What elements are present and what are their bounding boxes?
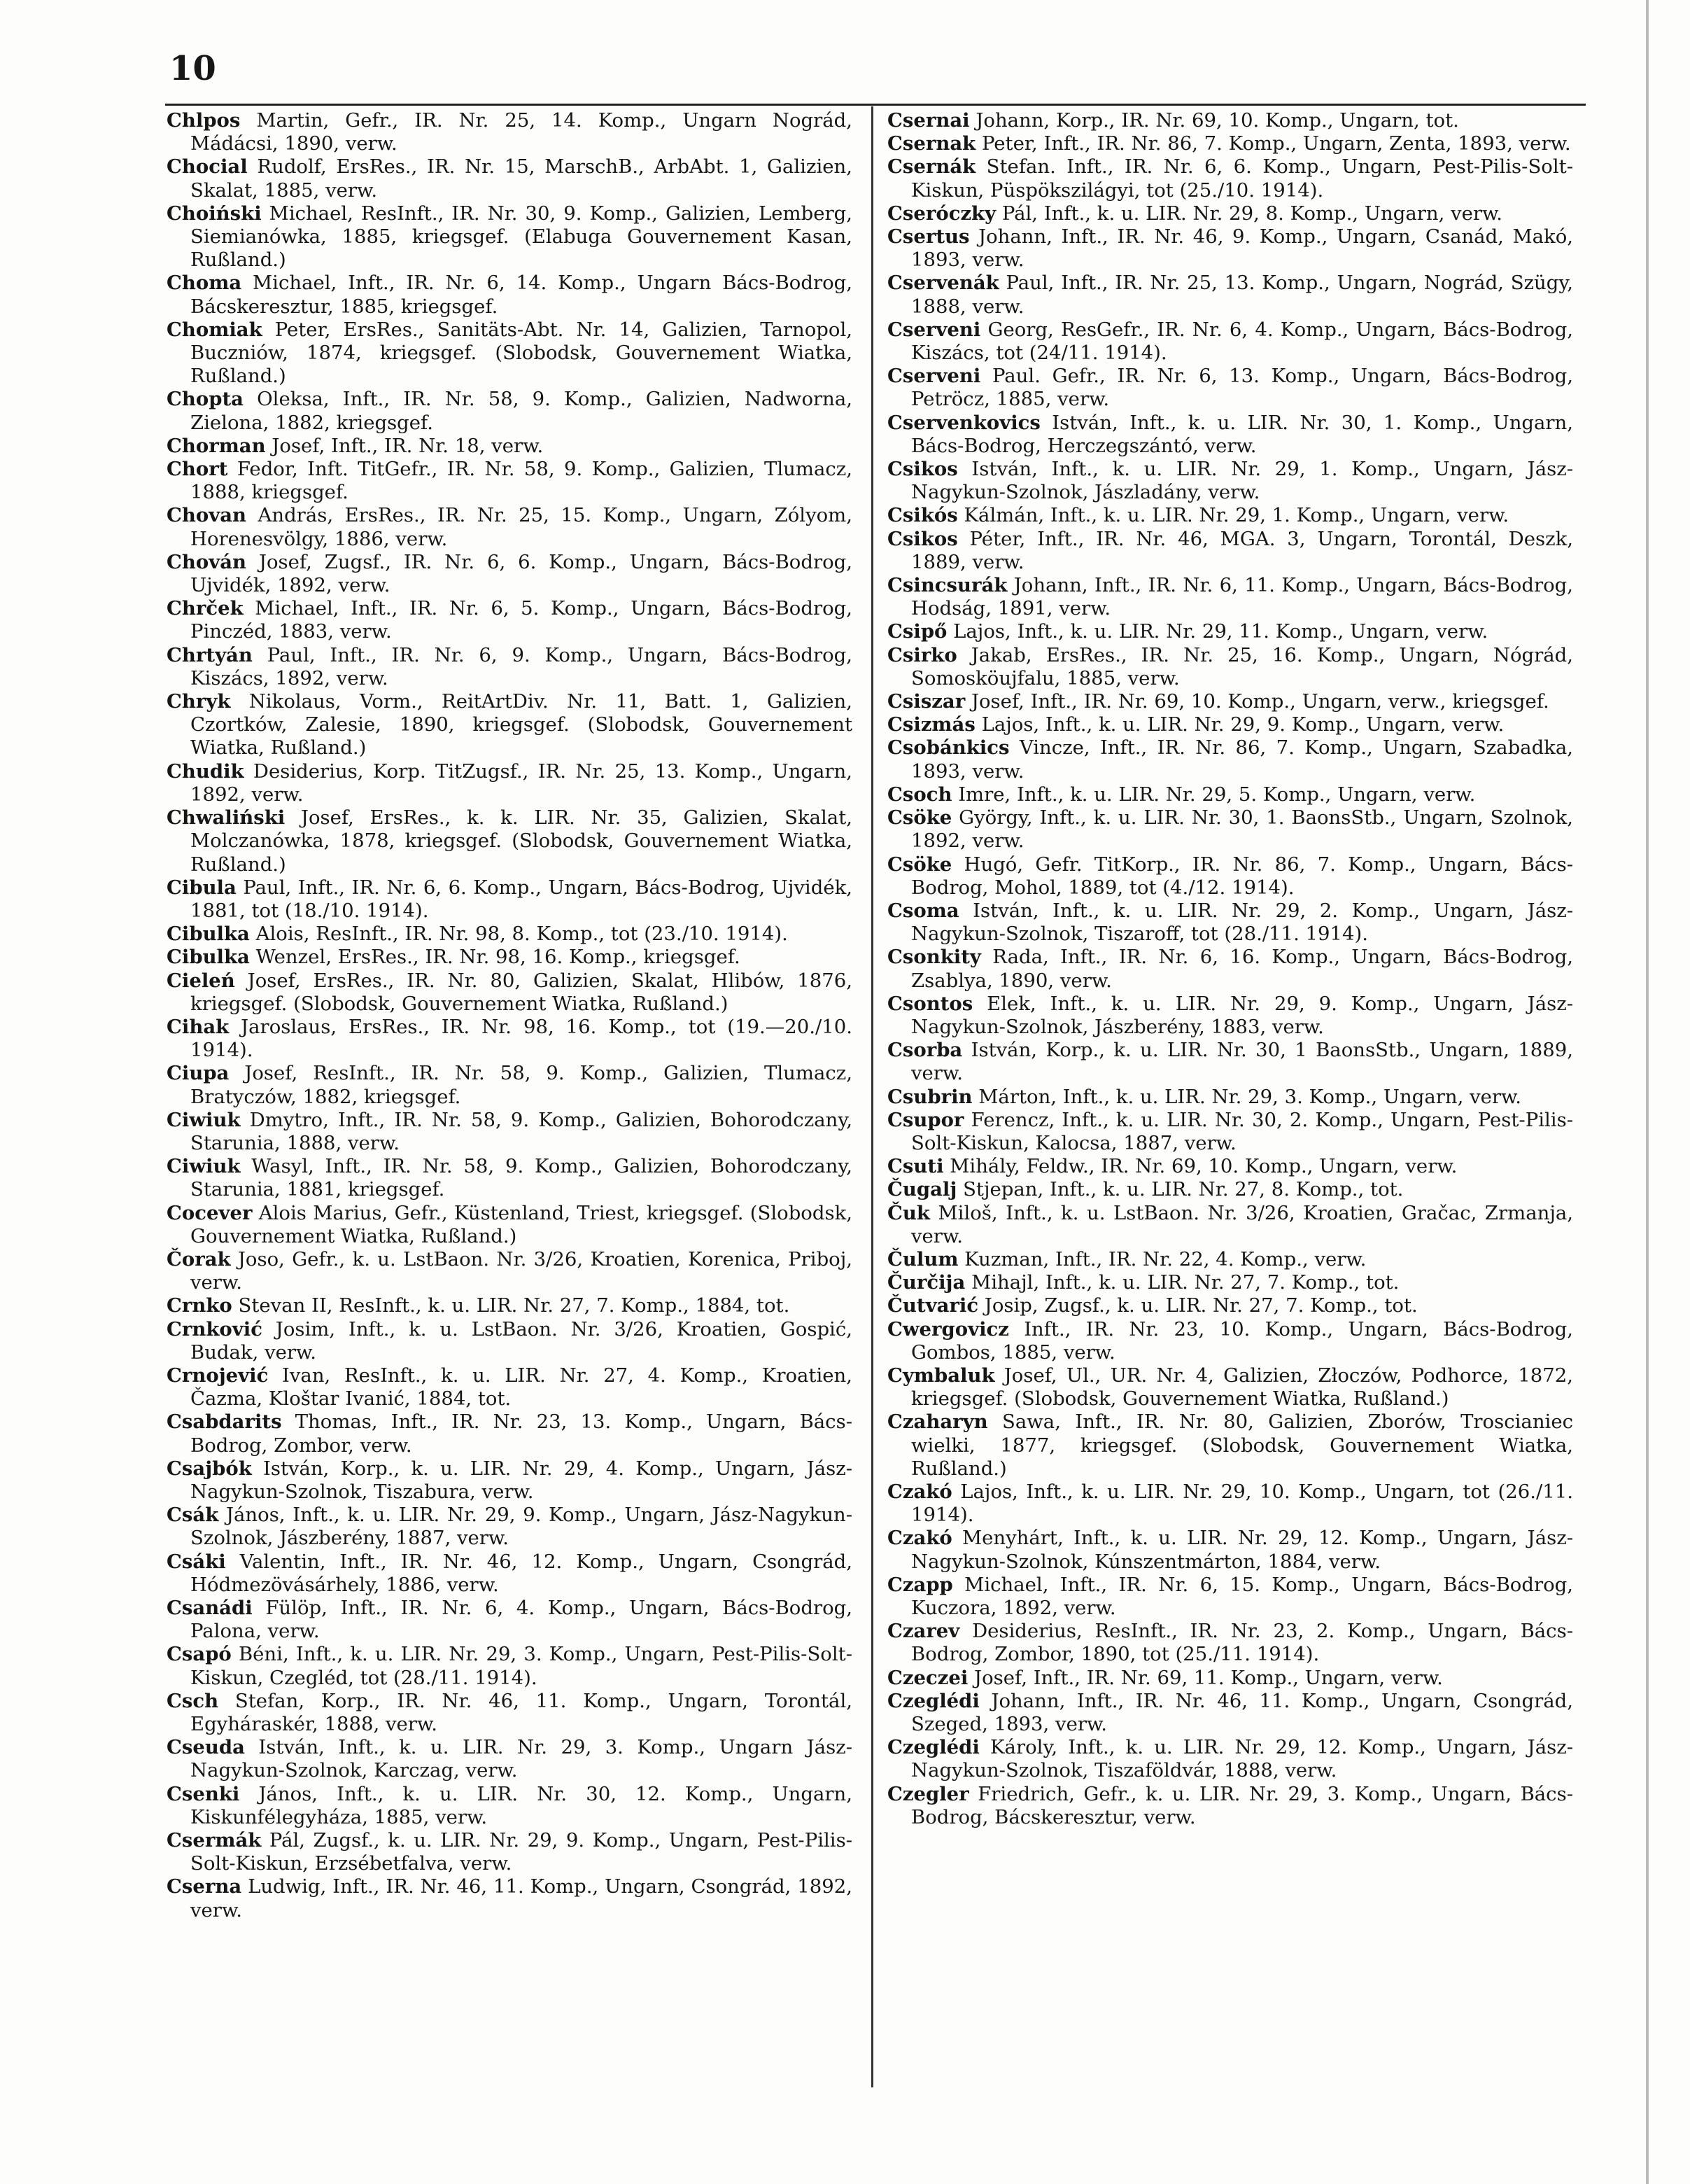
entry-details: Oleksa, Inft., IR. Nr. 58, 9. Komp., Galizien, Nadworna, Zielona, 1882, kriegsgef. [190, 388, 852, 434]
entry-details: Stefan, Korp., IR. Nr. 46, 11. Komp., Ungarn, Torontál, Egyháraskér, 1888, verw. [190, 1689, 852, 1736]
entry-details: Michael, ResInft., IR. Nr. 30, 9. Komp., Galizien, Lemberg, Siemianówka, 1885, kriegsgef. (Elabuga Gouvernement Kasan, Rußland.) [190, 202, 852, 272]
entry-surname: Čugalj [887, 1178, 957, 1201]
list-entry [167, 1504, 852, 1550]
entry-details: Peter, Inft., IR. Nr. 86, 7. Komp., Ungarn, Zenta, 1893, verw. [976, 132, 1571, 155]
entry-details: Josef, Ul., UR. Nr. 4, Galizien, Złoczów, Podhorce, 1872, kriegsgef. (Slobodsk, Gouvernement Wiatka, Rußland.) [911, 1364, 1573, 1410]
entry-surname: Czeglédi [887, 1736, 980, 1759]
list-entry [167, 1202, 852, 1248]
entry-details: János, Inft., k. u. LIR. Nr. 30, 12. Komp., Ungarn, Kiskunfélegyháza, 1885, verw. [190, 1782, 852, 1828]
list-entry [887, 690, 1573, 713]
list-entry [887, 318, 1573, 365]
entry-surname: Cibula [167, 876, 237, 899]
entry-surname: Czapp [887, 1573, 953, 1596]
list-entry [887, 202, 1573, 225]
entry-surname: Csupor [887, 1108, 964, 1131]
entry-surname: Csöke [887, 853, 952, 876]
left-column [167, 109, 852, 1922]
entry-surname: Csabdarits [167, 1410, 282, 1434]
entry-surname: Chort [167, 458, 228, 481]
entry-surname: Csipő [887, 620, 948, 643]
list-entry [887, 365, 1573, 411]
entry-details: Vincze, Inft., IR. Nr. 86, 7. Komp., Ungarn, Szabadka, 1893, verw. [911, 736, 1573, 783]
entry-surname: Csuti [887, 1155, 944, 1178]
entry-details: Josef, Inft., IR. Nr. 18, verw. [265, 434, 544, 457]
list-entry [167, 155, 852, 202]
entry-details: Stjepan, Inft., k. u. LIR. Nr. 27, 8. Komp., tot. [957, 1178, 1404, 1201]
entry-details: Thomas, Inft., IR. Nr. 23, 13. Komp., Ungarn, Bács-Bodrog, Zombor, verw. [190, 1410, 852, 1457]
column-divider [871, 106, 873, 2087]
list-entry [167, 806, 852, 876]
entry-surname: Cwergovicz [887, 1317, 1009, 1340]
list-entry [167, 1597, 852, 1643]
list-entry [167, 923, 852, 946]
list-entry [887, 806, 1573, 853]
entry-surname: Ciwiuk [167, 1155, 241, 1178]
entry-surname: Čutvarić [887, 1294, 979, 1317]
list-entry [167, 597, 852, 643]
list-entry [167, 1155, 852, 1201]
entry-details: Inft., IR. Nr. 23, 10. Komp., Ungarn, Bács-Bodrog, Gombos, 1885, verw. [911, 1317, 1573, 1364]
entry-surname: Csernai [887, 109, 970, 132]
list-entry [167, 318, 852, 388]
entry-details: Lajos, Inft., k. u. LIR. Nr. 29, 11. Komp., Ungarn, verw. [947, 620, 1488, 643]
entry-surname: Cseuda [167, 1736, 245, 1759]
list-entry [167, 551, 852, 597]
entry-details: Josef, ResInft., IR. Nr. 58, 9. Komp., Galizien, Tlumacz, Bratyczów, 1882, kriegsgef. [190, 1062, 852, 1108]
list-entry [887, 458, 1573, 504]
list-entry [887, 109, 1573, 132]
entry-details: Rudolf, ErsRes., IR. Nr. 15, MarschB., ArbAbt. 1, Galizien, Skalat, 1885, verw. [190, 155, 852, 202]
entry-details: István, Inft., k. u. LIR. Nr. 29, 2. Komp., Ungarn, Jász-Nagykun-Szolnok, Tiszaroff, tot (28./11. 1914). [911, 899, 1573, 946]
entry-surname: Chovan [167, 504, 247, 527]
list-entry [167, 1109, 852, 1155]
entry-surname: Choma [167, 272, 242, 295]
list-entry [887, 620, 1573, 643]
entry-details: Johann, Korp., IR. Nr. 69, 10. Komp., Ungarn, tot. [969, 109, 1459, 132]
list-entry [167, 690, 852, 760]
list-entry [887, 504, 1573, 527]
list-entry [167, 1294, 852, 1317]
list-entry [167, 1829, 852, 1875]
entry-details: Josip, Zugsf., k. u. LIR. Nr. 27, 7. Komp., tot. [978, 1294, 1418, 1317]
list-entry [887, 1155, 1573, 1178]
list-entry [167, 876, 852, 923]
entry-details: István, Inft., k. u. LIR. Nr. 30, 1. Komp., Ungarn, Bács-Bodrog, Herczegszántó, verw. [911, 411, 1573, 457]
entry-surname: Čuk [887, 1201, 930, 1224]
entry-surname: Cocever [167, 1201, 253, 1224]
list-entry [887, 1480, 1573, 1527]
entry-surname: Crnojević [167, 1364, 269, 1387]
entry-details: Nikolaus, Vorm., ReitArtDiv. Nr. 11, Batt. 1, Galizien, Czortków, Zalesie, 1890, kriegsgef. (Slobodsk, Gouvernement Wiatka, Rußland.) [190, 690, 852, 760]
entry-details: Joso, Gefr., k. u. LstBaon. Nr. 3/26, Kroatien, Korenica, Priboj, verw. [190, 1247, 852, 1294]
list-entry [887, 1667, 1573, 1690]
list-entry [167, 1690, 852, 1736]
entry-surname: Cservenkovics [887, 411, 1041, 434]
entry-surname: Csanádi [167, 1597, 253, 1619]
entry-details: Johann, Inft., IR. Nr. 6, 11. Komp., Ungarn, Bács-Bodrog, Hodság, 1891, verw. [911, 574, 1573, 620]
entry-details: Valentin, Inft., IR. Nr. 46, 12. Komp., Ungarn, Csongrád, Hódmezövásárhely, 1886, verw. [190, 1550, 852, 1596]
list-entry [167, 272, 852, 318]
entry-details: Kuzman, Inft., IR. Nr. 22, 4. Komp., verw. [958, 1247, 1367, 1270]
list-entry [887, 1294, 1573, 1317]
list-entry [167, 644, 852, 690]
list-entry [887, 1318, 1573, 1364]
entry-surname: Cibulka [167, 946, 250, 969]
entry-details: István, Inft., k. u. LIR. Nr. 29, 3. Komp., Ungarn Jász-Nagykun-Szolnok, Karczag, verw. [190, 1736, 852, 1782]
list-entry [167, 1062, 852, 1108]
entry-surname: Csikós [887, 504, 958, 527]
entry-details: István, Korp., k. u. LIR. Nr. 30, 1 BaonsStb., Ungarn, 1889, verw. [911, 1039, 1573, 1085]
scan-edge [1646, 0, 1649, 2184]
list-entry [887, 1783, 1573, 1829]
list-entry [887, 1248, 1573, 1271]
entry-surname: Csernák [887, 155, 976, 178]
entry-surname: Chomiak [167, 318, 262, 341]
entry-surname: Cserna [167, 1875, 242, 1898]
entry-details: Michael, Inft., IR. Nr. 6, 15. Komp., Ungarn, Bács-Bodrog, Kuczora, 1892, verw. [911, 1573, 1573, 1619]
entry-surname: Csoch [887, 783, 952, 806]
entry-details: Lajos, Inft., k. u. LIR. Nr. 29, 10. Komp., Ungarn, tot (26./11. 1914). [911, 1480, 1573, 1527]
entry-details: György, Inft., k. u. LIR. Nr. 30, 1. BaonsStb., Ungarn, Szolnok, 1892, verw. [911, 806, 1573, 853]
list-entry [887, 993, 1573, 1039]
entry-surname: Cserveni [887, 318, 981, 341]
entry-surname: Čurčija [887, 1271, 966, 1294]
entry-surname: Czeglédi [887, 1689, 980, 1712]
list-entry [167, 1016, 852, 1062]
entry-surname: Csák [167, 1504, 219, 1527]
entry-details: Johann, Inft., IR. Nr. 46, 9. Komp., Ungarn, Csanád, Makó, 1893, verw. [911, 225, 1573, 272]
entry-details: Pál, Inft., k. u. LIR. Nr. 29, 8. Komp., Ungarn, verw. [996, 202, 1503, 225]
entry-details: Stefan. Inft., IR. Nr. 6, 6. Komp., Ungarn, Pest-Pilis-Solt-Kiskun, Püspökszilágyi, tot (25./10. 1914). [911, 155, 1573, 202]
list-entry [887, 736, 1573, 783]
list-entry [167, 1318, 852, 1364]
entry-details: Jakab, ErsRes., IR. Nr. 25, 16. Komp., Ungarn, Nógrád, Somosköujfalu, 1885, verw. [911, 643, 1573, 690]
entry-surname: Chryk [167, 690, 231, 713]
entry-details: Wasyl, Inft., IR. Nr. 58, 9. Komp., Galizien, Bohorodczany, Starunia, 1881, kriegsgef. [190, 1155, 852, 1201]
entry-details: Kálmán, Inft., k. u. LIR. Nr. 29, 1. Komp., Ungarn, verw. [957, 504, 1509, 527]
entry-surname: Czeczei [887, 1666, 969, 1689]
entry-details: Johann, Inft., IR. Nr. 46, 11. Komp., Ungarn, Csongrád, Szeged, 1893, verw. [911, 1689, 1573, 1736]
entry-surname: Csáki [167, 1550, 226, 1573]
list-entry [167, 388, 852, 434]
entry-details: István, Inft., k. u. LIR. Nr. 29, 1. Komp., Ungarn, Jász-Nagykun-Szolnok, Jászladány, verw. [911, 458, 1573, 504]
entry-surname: Csajbók [167, 1457, 252, 1480]
entry-surname: Csubrin [887, 1085, 973, 1108]
entry-surname: Csikos [887, 527, 958, 550]
entry-details: Fülöp, Inft., IR. Nr. 6, 4. Komp., Ungarn, Bács-Bodrog, Palona, verw. [190, 1597, 852, 1643]
entry-surname: Csernak [887, 132, 976, 155]
page-number: 10 [169, 49, 216, 88]
entry-surname: Chwaliński [167, 806, 286, 830]
entry-surname: Csizmás [887, 713, 976, 736]
entry-surname: Csincsurák [887, 574, 1008, 597]
list-entry [887, 1178, 1573, 1201]
entry-surname: Csoma [887, 899, 959, 922]
list-entry [887, 1736, 1573, 1782]
entry-details: Mihály, Feldw., IR. Nr. 69, 10. Komp., Ungarn, verw. [943, 1155, 1458, 1178]
entry-details: Desiderius, Korp. TitZugsf., IR. Nr. 25, 13. Komp., Ungarn, 1892, verw. [190, 760, 852, 806]
list-entry [167, 1364, 852, 1410]
entry-details: Sawa, Inft., IR. Nr. 80, Galizien, Zborów, Troscianiec wielki, 1877, kriegsgef. (Slobodsk, Gouvernement Wiatka, Rußland.) [911, 1410, 1573, 1480]
entry-surname: Cieleń [167, 969, 235, 992]
entry-details: Dmytro, Inft., IR. Nr. 58, 9. Komp., Galizien, Bohorodczany, Starunia, 1888, verw. [190, 1108, 852, 1154]
entry-surname: Csiszar [887, 690, 966, 713]
list-entry [167, 1875, 852, 1921]
list-entry [167, 1643, 852, 1689]
list-entry [887, 1039, 1573, 1085]
entry-surname: Cservenák [887, 272, 999, 295]
list-entry [887, 783, 1573, 806]
list-entry [167, 458, 852, 504]
entry-surname: Csöke [887, 806, 952, 830]
list-entry [167, 946, 852, 969]
list-entry [887, 574, 1573, 620]
entry-surname: Czaharyn [887, 1410, 988, 1434]
entry-details: András, ErsRes., IR. Nr. 25, 15. Komp., Ungarn, Zólyom, Horenesvölgy, 1886, verw. [190, 504, 852, 550]
entry-surname: Csertus [887, 225, 970, 248]
entry-surname: Czarev [887, 1620, 960, 1643]
entry-details: Alois, ResInft., IR. Nr. 98, 8. Komp., tot (23./10. 1914). [249, 923, 788, 946]
entry-surname: Csermák [167, 1829, 262, 1852]
entry-details: Georg, ResGefr., IR. Nr. 6, 4. Komp., Ungarn, Bács-Bodrog, Kiszács, tot (24/11. 1914). [911, 318, 1573, 365]
entry-surname: Csobánkics [887, 736, 1010, 760]
entry-details: Josef, ErsRes., IR. Nr. 80, Galizien, Skalat, Hlibów, 1876, kriegsgef. (Slobodsk, Gouvernement Wiatka, Rußland.) [190, 969, 852, 1015]
entry-details: Rada, Inft., IR. Nr. 6, 16. Komp., Ungarn, Bács-Bodrog, Zsablya, 1890, verw. [911, 946, 1573, 992]
entry-details: István, Korp., k. u. LIR. Nr. 29, 4. Komp., Ungarn, Jász-Nagykun-Szolnok, Tiszabura, verw. [190, 1457, 852, 1503]
entry-details: Lajos, Inft., k. u. LIR. Nr. 29, 9. Komp., Ungarn, verw. [975, 713, 1505, 736]
entry-surname: Csikos [887, 458, 958, 481]
entry-details: Jaroslaus, ErsRes., IR. Nr. 98, 16. Komp., tot (19.—20./10. 1914). [190, 1015, 852, 1062]
list-entry [887, 899, 1573, 946]
entry-details: Miloš, Inft., k. u. LstBaon. Nr. 3/26, Kroatien, Gračac, Zrmanja, verw. [911, 1201, 1573, 1247]
list-entry [167, 1783, 852, 1829]
entry-details: Alois Marius, Gefr., Küstenland, Triest, kriegsgef. (Slobodsk, Gouvernement Wiatka, Rußland.) [190, 1201, 852, 1247]
entry-surname: Cseróczky [887, 202, 997, 225]
entry-details: Ludwig, Inft., IR. Nr. 46, 11. Komp., Ungarn, Csongrád, 1892, verw. [190, 1875, 852, 1921]
entry-surname: Czakó [887, 1527, 952, 1550]
entry-details: Josef, ErsRes., k. k. LIR. Nr. 35, Galizien, Skalat, Molczanówka, 1878, kriegsgef. (Slobodsk, Gouvernement Wiatka, Rußland.) [190, 806, 852, 876]
entry-surname: Cihak [167, 1015, 230, 1038]
entry-details: Ferencz, Inft., k. u. LIR. Nr. 30, 2. Komp., Ungarn, Pest-Pilis-Solt-Kiskun, Kalocsa, 1887, verw. [911, 1108, 1573, 1154]
entry-details: Pál, Zugsf., k. u. LIR. Nr. 29, 9. Komp., Ungarn, Pest-Pilis-Solt-Kiskun, Erzsébetfalva, verw. [190, 1829, 852, 1875]
list-entry [887, 132, 1573, 155]
entry-surname: Chopta [167, 388, 244, 411]
entry-surname: Crnković [167, 1317, 262, 1340]
entry-details: Imre, Inft., k. u. LIR. Nr. 29, 5. Komp., Ungarn, verw. [952, 783, 1476, 806]
list-entry [887, 946, 1573, 992]
entry-surname: Csirko [887, 643, 957, 666]
entry-surname: Csonkity [887, 946, 981, 969]
entry-details: Menyhárt, Inft., k. u. LIR. Nr. 29, 12. Komp., Ungarn, Jász-Nagykun-Szolnok, Kúnszentmárton, 1884, verw. [911, 1527, 1573, 1573]
entry-surname: Chlpos [167, 109, 241, 132]
entry-details: Márton, Inft., k. u. LIR. Nr. 29, 3. Komp., Ungarn, verw. [972, 1085, 1522, 1108]
list-entry [167, 1410, 852, 1457]
list-entry [887, 155, 1573, 202]
entry-details: Paul, Inft., IR. Nr. 25, 13. Komp., Ungarn, Nográd, Szügy, 1888, verw. [911, 272, 1573, 318]
list-entry [887, 1574, 1573, 1620]
entry-details: Martin, Gefr., IR. Nr. 25, 14. Komp., Ungarn Nográd, Mádácsi, 1890, verw. [190, 109, 852, 155]
entry-surname: Chudik [167, 760, 244, 783]
entry-surname: Czakó [887, 1480, 952, 1503]
list-entry [887, 713, 1573, 736]
list-entry [887, 1620, 1573, 1666]
list-entry [167, 1248, 852, 1294]
entry-details: Hugó, Gefr. TitKorp., IR. Nr. 86, 7. Komp., Ungarn, Bács-Bodrog, Mohol, 1889, tot (4./12. 1914). [911, 853, 1573, 899]
entry-details: Béni, Inft., k. u. LIR. Nr. 29, 3. Komp., Ungarn, Pest-Pilis-Solt-Kiskun, Czegléd, tot (28./11. 1914). [190, 1643, 852, 1689]
list-entry [887, 1202, 1573, 1248]
entry-details: Elek, Inft., k. u. LIR. Nr. 29, 9. Komp., Ungarn, Jász-Nagykun-Szolnok, Jászberény, 1883, verw. [911, 992, 1573, 1038]
entry-surname: Čulum [887, 1247, 959, 1270]
entry-details: Paul, Inft., IR. Nr. 6, 9. Komp., Ungarn, Bács-Bodrog, Kiszács, 1892, verw. [190, 643, 852, 690]
entry-details: Josef, Zugsf., IR. Nr. 6, 6. Komp., Ungarn, Bács-Bodrog, Ujvidék, 1892, verw. [190, 550, 852, 597]
entry-details: Mihajl, Inft., k. u. LIR. Nr. 27, 7. Komp., tot. [965, 1271, 1400, 1294]
list-entry [887, 1410, 1573, 1480]
entry-details: Josef, Inft., IR. Nr. 69, 10. Komp., Ungarn, verw., kriegsgef. [965, 690, 1549, 713]
list-entry [887, 412, 1573, 458]
entry-details: Josef, Inft., IR. Nr. 69, 11. Komp., Ungarn, verw. [968, 1666, 1443, 1689]
entry-surname: Chrček [167, 597, 244, 620]
list-entry [887, 853, 1573, 899]
entry-surname: Chocial [167, 155, 248, 178]
entry-details: Fedor, Inft. TitGefr., IR. Nr. 58, 9. Komp., Galizien, Tlumacz, 1888, kriegsgef. [190, 458, 852, 504]
right-column [887, 109, 1573, 1829]
entry-details: Friedrich, Gefr., k. u. LIR. Nr. 29, 3. Komp., Ungarn, Bács-Bodrog, Bácskeresztur, verw. [911, 1782, 1573, 1828]
top-rule [165, 104, 1586, 106]
list-entry [167, 1457, 852, 1504]
list-entry [887, 1364, 1573, 1410]
list-entry [887, 528, 1573, 574]
entry-surname: Chrtyán [167, 643, 253, 666]
entry-surname: Csch [167, 1689, 219, 1712]
list-entry [887, 1109, 1573, 1155]
list-entry [167, 435, 852, 458]
entry-details: Michael, Inft., IR. Nr. 6, 5. Komp., Ungarn, Bács-Bodrog, Pinczéd, 1883, verw. [190, 597, 852, 643]
entry-details: Péter, Inft., IR. Nr. 46, MGA. 3, Ungarn, Torontál, Deszk, 1889, verw. [911, 527, 1573, 573]
entry-surname: Czegler [887, 1782, 969, 1805]
entry-surname: Čorak [167, 1247, 231, 1270]
entry-surname: Ciwiuk [167, 1108, 241, 1131]
entry-details: Károly, Inft., k. u. LIR. Nr. 29, 12. Komp., Ungarn, Jász-Nagykun-Szolnok, Tiszaföldvár, 1888, verw. [911, 1736, 1573, 1782]
list-entry [887, 1271, 1573, 1294]
list-entry [167, 1550, 852, 1597]
list-entry [167, 202, 852, 272]
entry-surname: Chován [167, 550, 247, 573]
list-entry [167, 1736, 852, 1782]
list-entry [167, 969, 852, 1016]
list-entry [167, 760, 852, 806]
entry-details: Paul. Gefr., IR. Nr. 6, 13. Komp., Ungarn, Bács-Bodrog, Petröcz, 1885, verw. [911, 365, 1573, 411]
entry-details: Desiderius, ResInft., IR. Nr. 23, 2. Komp., Ungarn, Bács-Bodrog, Zombor, 1890, tot (25./11. 1914). [911, 1620, 1573, 1666]
entry-details: János, Inft., k. u. LIR. Nr. 29, 9. Komp., Ungarn, Jász-Nagykun-Szolnok, Jászberény, 1887, verw. [190, 1504, 852, 1550]
list-entry [887, 225, 1573, 272]
entry-surname: Chorman [167, 434, 266, 457]
entry-details: Ivan, ResInft., k. u. LIR. Nr. 27, 4. Komp., Kroatien, Čazma, Kloštar Ivanić, 1884, tot. [190, 1364, 852, 1410]
entry-surname: Cserveni [887, 365, 981, 388]
entry-surname: Csontos [887, 992, 973, 1015]
entry-surname: Ciupa [167, 1062, 230, 1085]
list-entry [887, 1690, 1573, 1736]
list-entry [887, 1527, 1573, 1573]
list-entry [167, 504, 852, 550]
entry-surname: Choiński [167, 202, 262, 225]
entry-surname: Crnko [167, 1294, 232, 1317]
entry-details: Wenzel, ErsRes., IR. Nr. 98, 16. Komp., kriegsgef. [249, 946, 740, 969]
entry-details: Michael, Inft., IR. Nr. 6, 14. Komp., Ungarn Bács-Bodrog, Bácskeresztur, 1885, kriegsgef. [190, 272, 852, 318]
entry-surname: Csapó [167, 1643, 232, 1666]
entry-details: Peter, ErsRes., Sanitäts-Abt. Nr. 14, Galizien, Tarnopol, Buczniów, 1874, kriegsgef. (Slobodsk, Gouvernement Wiatka, Rußland.) [190, 318, 852, 388]
entry-surname: Cymbaluk [887, 1364, 995, 1387]
list-entry [167, 109, 852, 155]
list-entry [887, 1086, 1573, 1109]
entry-details: Stevan II, ResInft., k. u. LIR. Nr. 27, 7. Komp., 1884, tot. [232, 1294, 790, 1317]
list-entry [887, 644, 1573, 690]
list-entry [887, 272, 1573, 318]
entry-surname: Csorba [887, 1039, 963, 1062]
entry-details: Josim, Inft., k. u. LstBaon. Nr. 3/26, Kroatien, Gospić, Budak, verw. [190, 1317, 852, 1364]
entry-details: Paul, Inft., IR. Nr. 6, 6. Komp., Ungarn, Bács-Bodrog, Ujvidék, 1881, tot (18./10. 1914). [190, 876, 852, 922]
entry-surname: Cibulka [167, 923, 250, 946]
entry-surname: Csenki [167, 1782, 240, 1805]
